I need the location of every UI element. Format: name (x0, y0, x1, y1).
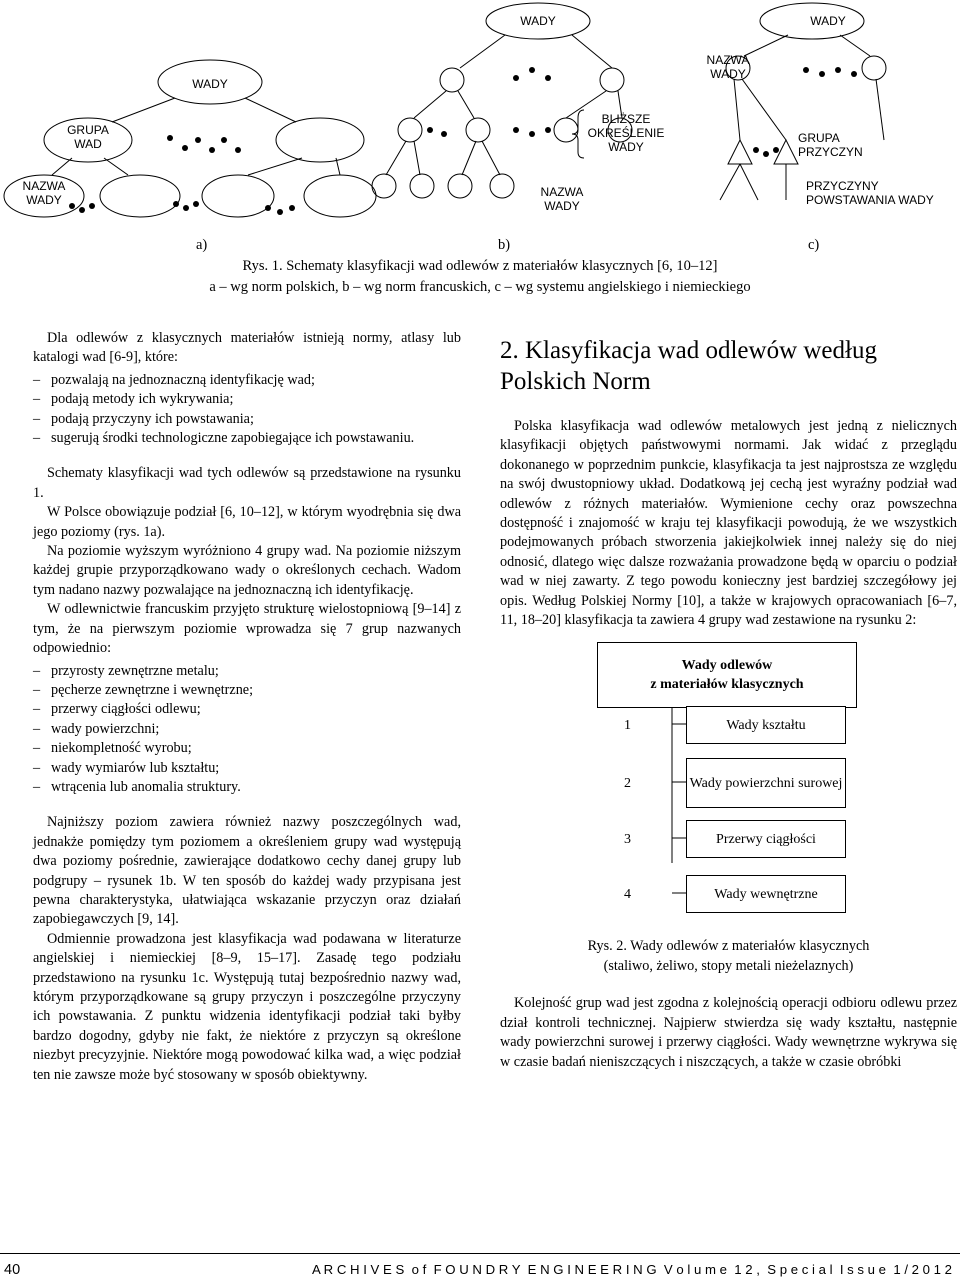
paragraph: Najniższy poziom zawiera również nazwy poszczególnych wad, jednakże pomiędzy tym poziomem a określeniem grupy wad występują dwa poziomy pośrednie, zawierające dodatkowo cechy danej grupy lub podgrupy – rysunek 1b. W ten sposób do każdej wady przypisana jest pewna charakterystyka, ułatwiająca wskazanie przyczyn oraz działań zapobiegawczych [9, 14]. (33, 814, 461, 928)
figure-1-caption-line2: a – wg norm polskich, b – wg norm francuskich, c – wg systemu angielskiego i niemieckiego (209, 279, 751, 295)
group-label: Wady kształtu (726, 717, 806, 733)
list-item: – przyrosty zewnętrzne metalu; (33, 662, 461, 681)
label-nazwa-wady-a: NAZWA WADY (22, 179, 66, 207)
group-box-discontinuity (686, 820, 846, 858)
list-item: – pęcherze zewnętrzne i wewnętrzne; (33, 681, 461, 700)
paragraph: Schematy klasyfikacji wad tych odlewów są przedstawione na rysunku 1. (33, 465, 461, 501)
figure-2-caption (500, 936, 957, 976)
ellipsis-dots (69, 67, 857, 215)
journal-name: A R C H I V E S o f F O U N D R Y E N G I N E E R I N G V o l u m e 1 2 , S p e c i a l I s s u e 1 / 2 0 1 2 (311, 1262, 952, 1277)
group-box-shape (686, 706, 846, 744)
paragraph: Dla odlewów z klasycznych materiałów istnieją normy, atlasy lub katalogi wad [6-9], które: (33, 330, 461, 366)
list-item: – przerwy ciągłości odlewu; (33, 700, 461, 719)
root-label: Wady odlewów z materiałów klasycznych (650, 658, 804, 693)
group-label: Wady powierzchni surowej (689, 775, 843, 791)
figure-2-caption-line2: (staliwo, żeliwo, stopy metali nieżelaznych) (603, 958, 854, 975)
left-column (33, 329, 461, 1085)
list-item: – podają metody ich wykrywania; (33, 390, 461, 409)
page-number: 40 (4, 1262, 21, 1278)
section-heading: 2. Klasyfikacja wad odlewów według Polskich Norm (500, 337, 877, 395)
group-label: Wady wewnętrzne (714, 886, 818, 902)
paragraph: Polska klasyfikacja wad odlewów metalowych jest jedną z nielicznych klasyfikacji objętych państwowymi normami. Jak widać z przeglądu dokonanego w poprzednim punkcie, klasyfikacja ta jest najprostsza ze względu na swój dwustopniowy układ. Dodatkową jej cechą jest wyraźny podział wad odlewów z różnych materiałów. Wymienione cechy oraz powszechna dostępność i znajomość w kraju tej klasyfikacji powodują, że we wszystkich podejmowanych próbach stworzenia jakiejkolwiek innej należy się do niej odnosić, dlatego więc dalsze rozważania prowadzone będą w oparciu o podział wad w niej zawarty. Z tego powodu konieczny jest bardziej szczegółowy jej opis. Według Polskiej Normy [10], a także w krajowych opracowaniach [6–7, 11, 18–20] klasyfikacja ta zawiera 4 grupy wad zestawione na rysunku 2: (500, 418, 957, 629)
list-item: – pozwalają na jednoznaczną identyfikację wad; (33, 371, 461, 390)
footer-rule (0, 1253, 960, 1254)
french-groups-list (33, 662, 461, 798)
standards-purpose-list (33, 371, 461, 449)
list-item: – wady powierzchni; (33, 720, 461, 739)
list-item: – wtrącenia lub anomalia struktury. (33, 778, 461, 797)
label-wady-b: WADY (520, 14, 556, 28)
figure-1-diagrams (0, 0, 960, 240)
paragraph: W Polsce obowiązuje podział [6, 10–12], w którym wyodrębnia się dwa jego poziomy (rys. 1a). (33, 504, 461, 540)
list-item: – sugerują środki technologiczne zapobiegające ich powstawaniu. (33, 429, 461, 448)
root-box (597, 642, 857, 708)
paragraph: Kolejność grup wad jest zgodna z kolejnością operacji odbioru odlewu przez dział kontroli technicznej. Najpierw stwierdza się wady kształtu, następnie wady powierzchni surowej i przerwy ciągłości. Wady wewnętrzne wykrywa się w czasie badań nieniszczących i niszczących, a także w czasie obróbki (500, 995, 957, 1070)
label-wady-c: WADY (810, 14, 846, 28)
figure-1-caption-line1: Rys. 1. Schematy klasyfikacji wad odlewów z materiałów klasycznych [6, 10–12] (242, 258, 718, 274)
label-grupa-przyczyn: GRUPA PRZYCZYN (798, 131, 863, 159)
paragraph: W odlewnictwie francuskim przyjęto strukturę wielostopniową [9–14] z tym, że na pierwszym poziomie wprowadza się 7 grup nazwanych odpowiednio: (33, 601, 461, 657)
group-number: 2 (624, 776, 631, 792)
group-box-internal (686, 875, 846, 913)
label-nazwa-wady-b: NAZWA WADY (540, 185, 584, 213)
label-wady-a: WADY (192, 77, 228, 91)
group-number: 1 (624, 718, 631, 734)
label-nazwa-wady-c: NAZWA WADY (706, 53, 750, 81)
list-item: – podają przyczyny ich powstawania; (33, 410, 461, 429)
panel-label-c: c) (808, 237, 820, 253)
group-box-surface (686, 758, 846, 808)
right-column (500, 335, 957, 1072)
group-number: 3 (624, 832, 631, 848)
figure-1-caption (0, 235, 960, 298)
label-blizsze-okreslenie: BLIŻSZE OKREŚLENIE WADY (587, 112, 665, 154)
paragraph: Odmiennie prowadzona jest klasyfikacja wad podawana w literaturze angielskiej i niemieckiej [8–9, 15–17]. Zasadę tego podziału przedstawiono na rysunku 1c. Występują tutaj bezpośrednio nazwy wad, którym przyporządkowane są grupy przyczyn i poszczególne przyczyny ich powstawania. Z punktu widzenia identyfikacji podział taki byłby bardzo dogodny, gdyby nie fakt, że niektóre z przyczyn są określone niezbyt precyzyjnie. Niektóre mogą powodować kilka wad, a więc podział ten nie zawsze może być stosowany w sposób obiektywny. (33, 930, 461, 1083)
figure-2-caption-line1: Rys. 2. Wady odlewów z materiałów klasycznych (587, 938, 870, 955)
group-label: Przerwy ciągłości (716, 831, 816, 847)
panel-label-b: b) (498, 237, 511, 253)
label-grupa-wad: GRUPA WAD (67, 123, 109, 151)
label-przyczyny-powstawania: PRZYCZYNY POWSTAWANIA WADY (806, 179, 934, 207)
figure-2-diagram (500, 638, 957, 928)
group-number: 4 (624, 887, 631, 903)
paragraph: Na poziomie wyższym wyróżniono 4 grupy wad. Na poziomie niższym każdej grupie przyporządkowano wady o określonych cechach. Wadom tym nadano nazwy pozwalające na jednoznaczną ich identyfikację. (33, 543, 461, 598)
list-item: – niekompletność wyrobu; (33, 739, 461, 758)
panel-label-a: a) (196, 237, 208, 253)
list-item: – wady wymiarów lub kształtu; (33, 759, 461, 778)
